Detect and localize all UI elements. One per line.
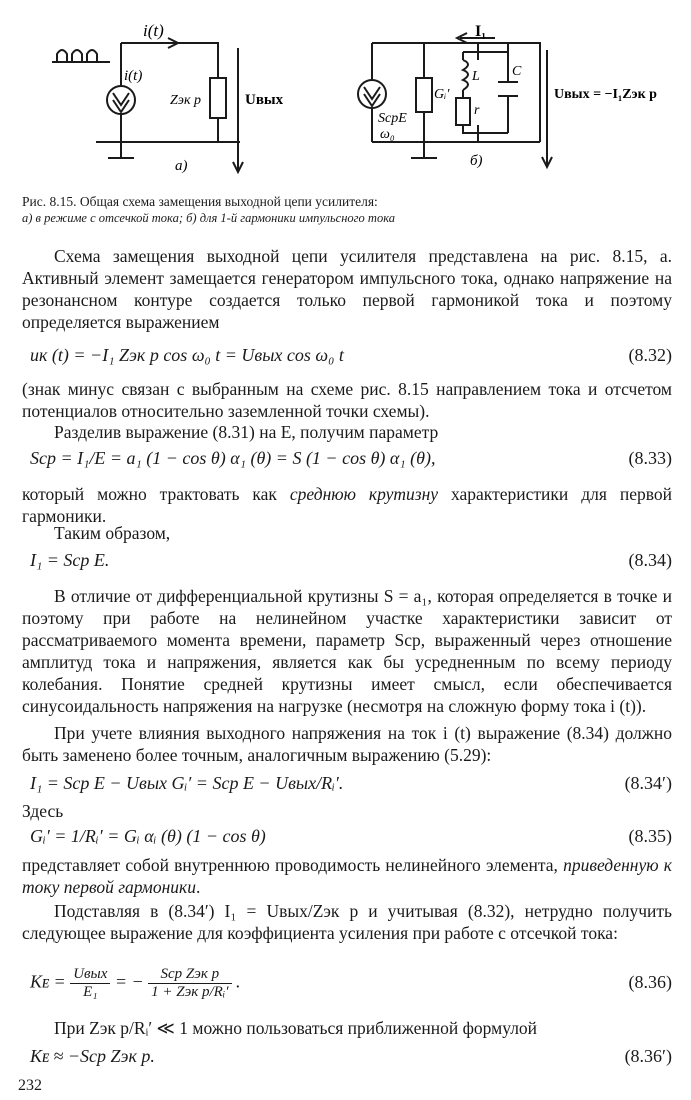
paragraph-8: Здесь (22, 801, 64, 821)
conductance-icon (416, 78, 432, 112)
fig-b-voltage-label: Uвых = −I₁Zэк р (554, 87, 657, 102)
pulse-waveform-icon (52, 50, 110, 62)
equation-number: (8.32) (628, 345, 672, 365)
equation-formula: Kᴇ ≈ −Sср Zэк р. (30, 1046, 155, 1066)
equation-number: (8.33) (628, 448, 672, 468)
equation-8-32 (22, 345, 672, 369)
equation-number: (8.34′) (624, 773, 672, 793)
fig-b-current-label: I₁ (475, 23, 487, 40)
page-number: 232 (18, 1077, 42, 1094)
paragraph-11: При Zэк р/Rᵢ′ ≪ 1 можно пользоваться приближенной формулой (54, 1018, 538, 1038)
paragraph-9-end: . (195, 877, 201, 897)
fig-b-capacitor-label: C (512, 64, 522, 79)
paragraph-9-start: представляет собой внутреннюю проводимость нелинейного элемента, (22, 855, 564, 875)
equation-lhs: Kᴇ = (30, 971, 66, 992)
fig-a-load-label: Zэк р (170, 93, 202, 108)
fraction-1 (70, 966, 110, 1001)
equation-formula: I₁ = Sср E. (30, 550, 110, 570)
fraction-1-denominator: E₁ (83, 984, 98, 1000)
equation-number: (8.36) (628, 972, 672, 992)
paragraph-4-emphasis: среднюю крутизну (289, 484, 439, 504)
fig-b-inductor-label: L (472, 69, 480, 84)
paragraph-4 (22, 483, 672, 527)
paragraph-9 (22, 854, 672, 898)
fig-b-panel-label: б) (470, 153, 483, 169)
equation-number: (8.35) (628, 826, 672, 846)
paragraph-4-start: который можно трактовать как (22, 484, 290, 504)
equation-formula: Gᵢ′ = 1/Rᵢ′ = Gᵢ αᵢ (θ) (1 − cos θ) (30, 826, 266, 846)
circuit-b (358, 33, 552, 167)
paragraph-2: (знак минус связан с выбранным на схеме рис. 8.15 направлением тока и отсчетом потенциалов относительно заземленной точки схемы). (22, 379, 672, 421)
current-source-icon (107, 86, 135, 114)
paragraph-10: Подставляя в (8.34′) I₁ = Uвых/Zэк р и учитывая (8.32), нетрудно получить следующее выражение для коэффициента усиления при работе с отсечкой тока: (22, 901, 672, 943)
equation-number: (8.34) (628, 550, 672, 570)
fig-a-panel-label: а) (175, 158, 188, 174)
figure-8-15 (0, 0, 691, 185)
fraction-2-numerator: Sср Zэк р (148, 966, 231, 984)
fig-a-source-label: i(t) (124, 68, 143, 84)
paragraph-5: Таким образом, (54, 523, 171, 543)
fig-b-conductance-label: Gᵢ′ (434, 87, 450, 102)
fraction-2-denominator: 1 + Zэк р/Rᵢ′ (151, 984, 229, 1000)
equation-8-36-prime (22, 1046, 672, 1070)
equation-end: . (236, 971, 241, 992)
caption-line-2: а) в режиме с отсечкой тока; б) для 1-й гармоники импульсного тока (22, 211, 395, 225)
paragraph-9-emphasis: приведенную к току первой гармоники (22, 855, 672, 897)
load-impedance-icon (210, 78, 226, 118)
equation-number: (8.36′) (624, 1046, 672, 1066)
fig-a-current-label: i(t) (143, 21, 164, 40)
equation-formula (30, 966, 241, 1001)
paragraph-4-end: характеристики для первой гармоники. (22, 484, 672, 526)
equation-formula: uк (t) = −I₁ Zэк р cos ω₀ t = Uвых cos ω₀ t (30, 345, 344, 365)
fig-b-resistor-label: r (474, 103, 480, 118)
fraction-2 (148, 966, 231, 1001)
paragraph-1: Схема замещения выходной цепи усилителя представлена на рис. 8.15, а. Активный элемент замещается генератором импульсного тока, однако напряжение на резонансном контуре создается только первой гармоникой тока и поэтому определяется выражением (22, 246, 672, 332)
paragraph-7: При учете влияния выходного напряжения на ток i (t) выражение (8.34) должно быть заменено более точным, аналогичным выражению (5.29): (22, 723, 672, 765)
equation-8-34-prime (22, 773, 672, 797)
equation-formula: I₁ = Sср E − Uвых Gᵢ′ = Sср E − Uвых/Rᵢ′. (30, 773, 344, 793)
resistor-icon (456, 98, 470, 125)
figure-caption (22, 193, 672, 227)
fig-a-voltage-label: Uвых (245, 92, 284, 108)
equation-8-36 (22, 964, 672, 1004)
equation-8-33 (22, 448, 672, 472)
fig-b-source-label-1: SсрE (378, 111, 407, 126)
fig-b-source-label-2: ω₀ (380, 127, 395, 142)
equation-formula: Sср = I₁/E = a₁ (1 − cos θ) α₁ (θ) = S (1 − cos θ) α₁ (θ), (30, 448, 436, 468)
paragraph-6: В отличие от дифференциальной крутизны S = a₁, которая определяется в точке и поэтому при работе на нелинейном участке характеристики зависит от рассматриваемого момента времени, параметр Sср, выраженный через отношение амплитуд тока и напряжения, является как бы усредненным по всему периоду колебания. Понятие средней крутизны имеет смысл, если обеспечивается синусоидальность напряжения на нагрузке (несмотря на сложную форму тока i (t)). (22, 586, 672, 716)
circuit-a (52, 38, 243, 172)
equation-8-34 (22, 550, 672, 574)
fraction-1-numerator: Uвых (70, 966, 110, 984)
equation-8-35 (22, 826, 672, 850)
caption-line-1: Рис. 8.15. Общая схема замещения выходной цепи усилителя: (22, 194, 378, 209)
equation-mid: = − (114, 971, 144, 992)
capacitor-icon (498, 82, 518, 96)
current-source-icon (358, 80, 386, 108)
paragraph-3: Разделив выражение (8.31) на E, получим параметр (54, 422, 439, 442)
inductor-icon (463, 60, 468, 90)
